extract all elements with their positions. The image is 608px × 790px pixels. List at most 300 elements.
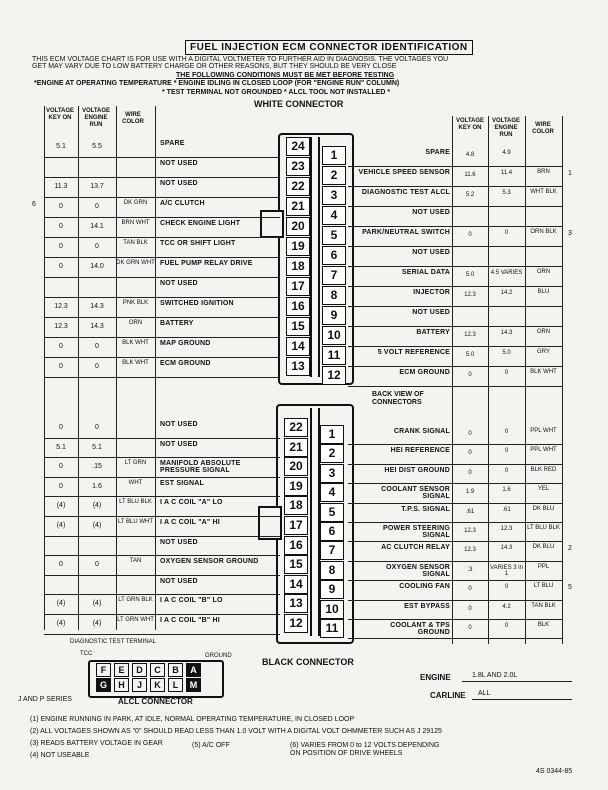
- voltage-engine-run: .15: [92, 463, 102, 471]
- voltage-key-on: 12.3: [464, 547, 476, 554]
- voltage-key-on: 0: [59, 343, 63, 350]
- aldl-diag-label: DIAGNOSTIC TEST TERMINAL: [70, 639, 157, 645]
- circuit-label: COOLING FAN: [399, 583, 450, 591]
- circuit-label: NOT USED: [160, 538, 198, 546]
- circuit-label: T.P.S. SIGNAL: [401, 505, 450, 513]
- voltage-engine-run: (4): [92, 620, 102, 627]
- circuit-label: I A C COIL "B" HI: [160, 617, 220, 624]
- voltage-engine-run: 0: [95, 343, 99, 350]
- connector-divider: [310, 137, 320, 377]
- aldl-terminal: M: [186, 678, 201, 692]
- connector-divider: [310, 408, 320, 636]
- left-header-wire-color: WIRE COLOR: [122, 112, 144, 125]
- note-2: (2) ALL VOLTAGES SHOWN AS "0" SHOULD READ LESS THAN 1.0 VOLT WITH A DIGITAL VOLT OHMMETER SUCH AS J 29125: [30, 728, 442, 735]
- note-6: (6) VARIES FROM 0 to 12 VOLTS DEPENDING ON POSITION OF DRIVE WHEELS: [290, 742, 440, 757]
- circuit-label: POWER STEERING SIGNAL: [383, 525, 450, 539]
- circuit-label: TCC OR SHIFT LIGHT: [160, 240, 236, 247]
- document-number: 4S 0344-85: [536, 768, 573, 775]
- row-divider: [44, 496, 280, 497]
- row-divider: [348, 619, 562, 620]
- voltage-key-on: 0: [59, 482, 63, 490]
- voltage-key-on: 5.0: [465, 272, 475, 278]
- wire-color: PNK BLK: [122, 300, 149, 306]
- circuit-label: INJECTOR: [413, 289, 450, 296]
- voltage-key-on: (4): [56, 522, 66, 529]
- pin-number: 18: [284, 496, 308, 515]
- pin-number: 13: [286, 357, 310, 376]
- circuit-label: I A C COIL "B" LO: [160, 597, 223, 605]
- pin-number: 17: [284, 516, 308, 535]
- circuit-label: AC CLUTCH RELAY: [381, 544, 450, 552]
- pin-number: 2: [320, 444, 344, 463]
- pin-number: 21: [284, 438, 308, 457]
- intro-line-5: * TEST TERMINAL NOT GROUNDED * ALCL TOOL NOT INSTALLED *: [162, 89, 391, 96]
- voltage-engine-run: 0: [504, 623, 509, 629]
- wire-color: BLK WHT: [122, 340, 149, 346]
- circuit-label: NOT USED: [160, 440, 198, 448]
- pin-number: 16: [284, 536, 308, 555]
- circuit-label: NOT USED: [412, 249, 450, 256]
- row-divider: [348, 464, 562, 465]
- circuit-label: 5 VOLT REFERENCE: [377, 349, 450, 356]
- voltage-key-on: 5.2: [465, 192, 475, 198]
- voltage-engine-run: 14.2: [500, 290, 513, 296]
- voltage-engine-run: 14.3: [500, 330, 513, 336]
- wire-color: ORN: [128, 320, 143, 326]
- pin-number: 6: [320, 522, 344, 541]
- pin-number: 17: [286, 277, 310, 296]
- pin-number: 4: [320, 483, 344, 502]
- wire-color: TAN BLK: [531, 602, 556, 609]
- voltage-key-on: .61: [465, 508, 475, 515]
- page-title: FUEL INJECTION ECM CONNECTOR IDENTIFICATION: [185, 40, 473, 55]
- wire-color: BLK WHT: [530, 369, 557, 375]
- wire-color: LT BLU BLK: [527, 525, 560, 531]
- pin-number: 7: [320, 541, 344, 560]
- voltage-engine-run: 0: [504, 230, 509, 236]
- voltage-key-on: 12.3: [54, 323, 68, 330]
- row-divider: [44, 438, 280, 439]
- wire-color: LT BLU BLK: [119, 499, 152, 506]
- voltage-engine-run: 14.0: [90, 263, 104, 270]
- circuit-label: SERIAL DATA: [401, 269, 450, 276]
- row-divider: [44, 177, 280, 178]
- wire-color: PPL: [537, 563, 550, 570]
- voltage-engine-run: 5.0: [502, 350, 511, 356]
- aldl-terminal: E: [114, 663, 129, 677]
- voltage-engine-run: 0: [95, 561, 99, 569]
- wire-color: LT BLU WHT: [117, 519, 154, 525]
- row-divider: [44, 575, 280, 576]
- circuit-label: A/C CLUTCH: [160, 200, 205, 207]
- grid-line: [155, 106, 156, 630]
- pin-number: 7: [322, 266, 346, 285]
- row-divider: [348, 483, 562, 484]
- voltage-key-on: (4): [56, 502, 66, 510]
- voltage-key-on: 4.8: [465, 152, 475, 158]
- circuit-label: ECM GROUND: [160, 360, 211, 367]
- voltage-engine-run: 5.1: [92, 443, 102, 451]
- voltage-engine-run: 4.5 VARIES: [490, 270, 523, 276]
- pin-number: 18: [286, 257, 310, 276]
- voltage-key-on: 0: [59, 363, 63, 370]
- circuit-label: SWITCHED IGNITION: [160, 300, 234, 307]
- pin-number: 11: [320, 619, 344, 638]
- voltage-engine-run: 0: [504, 584, 509, 591]
- pin-number: 12: [322, 366, 346, 385]
- voltage-key-on: 0: [59, 561, 63, 569]
- row-divider: [44, 337, 280, 338]
- note-3: (3) READS BATTERY VOLTAGE IN GEAR: [30, 740, 163, 747]
- aldl-terminal: L: [168, 678, 183, 692]
- circuit-label: VEHICLE SPEED SENSOR: [358, 169, 450, 176]
- row-divider: [348, 561, 562, 562]
- footnote-marker: 2: [568, 545, 572, 553]
- row-divider: [348, 186, 562, 187]
- voltage-engine-run: 14.1: [90, 223, 104, 230]
- footnote-marker: 1: [568, 170, 572, 177]
- row-divider: [44, 217, 280, 218]
- pin-number: 12: [284, 614, 308, 633]
- voltage-key-on: 5.1: [56, 443, 66, 451]
- circuit-label: BATTERY: [160, 320, 194, 327]
- row-divider: [348, 166, 562, 167]
- pin-number: 15: [286, 317, 310, 336]
- pin-number: 22: [286, 177, 310, 196]
- aldl-connector-label: ALCL CONNECTOR: [118, 697, 193, 706]
- footnote-marker: 5: [568, 584, 572, 592]
- wire-color: WHT: [128, 479, 143, 486]
- circuit-label: NOT USED: [412, 209, 450, 216]
- circuit-label: NOT USED: [160, 577, 198, 585]
- voltage-key-on: 0: [59, 463, 63, 471]
- row-divider: [348, 600, 562, 601]
- pin-number: 9: [320, 580, 344, 599]
- voltage-engine-run: 0: [95, 203, 99, 210]
- carline-value: ALL: [478, 690, 491, 697]
- wire-color: ORN BLK: [530, 229, 557, 235]
- row-divider: [348, 580, 562, 581]
- voltage-key-on: 0: [59, 243, 63, 250]
- grid-line: [116, 106, 117, 630]
- wire-color: DK GRN: [123, 200, 148, 206]
- back-view-label: BACK VIEW OF CONNECTORS: [372, 391, 424, 406]
- circuit-label: EST SIGNAL: [160, 479, 205, 487]
- aldl-series-label: J AND P SERIES: [18, 696, 72, 703]
- aldl-terminal: D: [132, 663, 147, 677]
- row-divider: [348, 503, 562, 504]
- circuit-label: HEI DIST GROUND: [384, 466, 450, 474]
- voltage-engine-run: 5.5: [92, 143, 102, 150]
- carline-underline: [472, 699, 572, 700]
- wire-color: DK BLU: [532, 505, 555, 512]
- circuit-label: COOLANT & TPS GROUND: [390, 622, 450, 636]
- wire-color: ORN: [536, 269, 551, 275]
- pin-number: 20: [286, 217, 310, 236]
- pin-number: 15: [284, 555, 308, 574]
- wire-color: BLK RED: [530, 466, 557, 473]
- footnote-marker: 3: [568, 230, 572, 237]
- row-divider: [348, 522, 562, 523]
- circuit-label: NOT USED: [160, 280, 198, 287]
- voltage-key-on: 12.3: [464, 292, 476, 298]
- engine-underline: [462, 681, 572, 682]
- aldl-terminal: F: [96, 663, 111, 677]
- pin-number: 11: [322, 346, 346, 365]
- row-divider: [348, 366, 562, 367]
- row-divider: [348, 246, 562, 247]
- voltage-key-on: 12.3: [464, 332, 476, 338]
- wire-color: BLU: [537, 289, 550, 295]
- row-divider: [44, 477, 280, 478]
- row-divider: [348, 638, 562, 639]
- row-divider: [44, 516, 280, 517]
- voltage-key-on: 0: [468, 605, 472, 612]
- wire-color: WHT BLK: [530, 189, 557, 195]
- circuit-label: I A C COIL "A" HI: [160, 519, 220, 526]
- circuit-label: OXYGEN SENSOR SIGNAL: [385, 563, 450, 578]
- voltage-engine-run: 5.3: [502, 190, 511, 196]
- pin-number: 19: [284, 477, 308, 496]
- pin-number: 19: [286, 237, 310, 256]
- pin-number: 14: [286, 337, 310, 356]
- voltage-engine-run: 0: [95, 424, 99, 431]
- voltage-key-on: 1.9: [465, 489, 475, 496]
- voltage-key-on: 0: [468, 469, 472, 476]
- voltage-key-on: 11.6: [464, 172, 476, 178]
- voltage-engine-run: 14.3: [90, 303, 104, 310]
- row-divider: [44, 277, 280, 278]
- voltage-key-on: 0: [468, 372, 472, 378]
- circuit-label: ECM GROUND: [399, 369, 450, 376]
- intro-line-2: GET MAY VARY DUE TO LOW BATTERY CHARGE OR OTHER REASONS, BUT THEY SHOULD BE VERY CLOSE: [32, 63, 397, 70]
- intro-line-3: THE FOLLOWING CONDITIONS MUST BE MET BEFORE TESTING: [176, 72, 395, 79]
- row-divider: [44, 317, 280, 318]
- row-divider: [348, 266, 562, 267]
- pin-number: 3: [322, 186, 346, 205]
- voltage-key-on: 0: [468, 450, 472, 457]
- wire-color: GRY: [537, 349, 550, 355]
- wire-color: PPL WHT: [530, 447, 557, 454]
- aldl-ground-label: GROUND: [205, 653, 232, 659]
- row-divider: [44, 157, 280, 158]
- row-divider: [348, 306, 562, 307]
- voltage-engine-run: .61: [502, 506, 511, 513]
- voltage-engine-run: (4): [92, 600, 102, 608]
- voltage-engine-run: 4.9: [502, 150, 511, 156]
- voltage-key-on: 0: [468, 586, 472, 593]
- circuit-label: BATTERY: [416, 329, 450, 336]
- row-divider: [44, 297, 280, 298]
- circuit-label: NOT USED: [160, 160, 198, 167]
- right-header-key-on: VOLTAGE KEY ON: [455, 118, 485, 131]
- voltage-key-on: .3: [467, 566, 473, 573]
- voltage-engine-run: 4.2: [502, 603, 511, 610]
- circuit-label: MANIFOLD ABSOLUTE PRESSURE SIGNAL: [160, 460, 241, 475]
- row-divider: [44, 357, 280, 358]
- voltage-key-on: 0: [59, 263, 63, 270]
- voltage-engine-run: 0: [95, 363, 99, 370]
- circuit-label: SPARE: [425, 149, 450, 156]
- row-divider: [348, 206, 562, 207]
- wire-color: BLK: [537, 622, 550, 628]
- pin-number: 21: [286, 197, 310, 216]
- wire-color: BRN: [537, 169, 550, 175]
- voltage-key-on: 0: [59, 424, 63, 431]
- voltage-engine-run: VARIES 3 in 1: [490, 564, 523, 577]
- row-divider: [44, 614, 280, 615]
- pin-number: 5: [320, 503, 344, 522]
- voltage-key-on: 0: [59, 203, 63, 210]
- pin-number: 10: [320, 600, 344, 619]
- voltage-engine-run: 14.3: [500, 545, 513, 552]
- circuit-label: NOT USED: [160, 421, 198, 428]
- pin-number: 10: [322, 326, 346, 345]
- aldl-terminal: B: [168, 663, 183, 677]
- pin-number: 4: [322, 206, 346, 225]
- voltage-engine-run: 0: [504, 370, 509, 376]
- voltage-engine-run: 0: [95, 243, 99, 250]
- voltage-key-on: 12.3: [464, 528, 476, 534]
- aldl-terminal: K: [150, 678, 165, 692]
- row-divider: [348, 541, 562, 542]
- wire-color: DK GRN WHT: [116, 260, 155, 266]
- circuit-label: DIAGNOSTIC TEST ALCL: [361, 189, 450, 196]
- wire-color: ORN: [536, 329, 551, 335]
- right-header-wire-color: WIRE COLOR: [532, 122, 554, 135]
- left-header-key-on: VOLTAGE KEY ON: [45, 108, 75, 121]
- pin-number: 8: [320, 561, 344, 580]
- circuit-label: NOT USED: [412, 309, 450, 316]
- voltage-engine-run: 0: [504, 448, 509, 455]
- pin-number: 16: [286, 297, 310, 316]
- voltage-engine-run: 1.6: [502, 487, 511, 494]
- white-connector-label: WHITE CONNECTOR: [254, 99, 344, 109]
- intro-line-1: THIS ECM VOLTAGE CHART IS FOR USE WITH A DIGITAL VOLTMETER TO FURTHER AID IN DIAGNOSIS. THE VOLTAGES YOU: [32, 56, 449, 63]
- note-4: (4) NOT USEABLE: [30, 752, 90, 759]
- voltage-engine-run: 1.6: [92, 482, 102, 490]
- wire-color: LT GRN WHT: [117, 617, 154, 623]
- voltage-engine-run: 0: [504, 429, 509, 435]
- circuit-label: CHECK ENGINE LIGHT: [160, 220, 241, 227]
- row-divider: [44, 457, 280, 458]
- row-divider: [44, 634, 280, 635]
- wire-color: LT GRN BLK: [118, 597, 153, 604]
- left-header-engine-run: VOLTAGE ENGINE RUN: [81, 108, 111, 128]
- wire-color: BLK WHT: [122, 360, 149, 366]
- circuit-label: CRANK SIGNAL: [393, 428, 450, 435]
- pin-number: 20: [284, 457, 308, 476]
- pin-number: 14: [284, 575, 308, 594]
- wire-color: YEL: [537, 486, 550, 493]
- pin-number: 22: [284, 418, 308, 437]
- row-divider: [348, 286, 562, 287]
- pin-number: 3: [320, 464, 344, 483]
- black-connector-label: BLACK CONNECTOR: [262, 657, 354, 667]
- row-divider: [348, 346, 562, 347]
- pin-number: 5: [322, 226, 346, 245]
- pin-number: 2: [322, 166, 346, 185]
- row-divider: [348, 386, 562, 387]
- wire-color: PPL WHT: [530, 428, 557, 434]
- voltage-key-on: 0: [468, 232, 472, 238]
- aldl-tcc-label: TCC: [80, 651, 93, 657]
- circuit-label: HEI REFERENCE: [390, 447, 450, 455]
- row-divider: [44, 257, 280, 258]
- row-divider: [44, 536, 280, 537]
- pin-number: 8: [322, 286, 346, 305]
- intro-line-4: *ENGINE AT OPERATING TEMPERATURE * ENGINE IDLING IN CLOSED LOOP (FOR "ENGINE RUN" COLUMN): [34, 80, 400, 87]
- voltage-key-on: 12.3: [54, 303, 68, 310]
- row-divider: [44, 555, 280, 556]
- circuit-label: EST BYPASS: [404, 602, 450, 610]
- row-divider: [348, 444, 562, 445]
- aldl-terminal: C: [150, 663, 165, 677]
- voltage-engine-run: (4): [92, 522, 102, 529]
- voltage-key-on: 0: [468, 431, 472, 437]
- carline-label: CARLINE: [430, 691, 466, 700]
- engine-value: 1.8L AND 2.0L: [472, 672, 518, 679]
- row-divider: [348, 326, 562, 327]
- pin-number: 23: [286, 157, 310, 176]
- pin-number: 1: [322, 146, 346, 165]
- row-divider: [44, 377, 280, 378]
- circuit-label: OXYGEN SENSOR GROUND: [160, 558, 259, 566]
- pin-number: 1: [320, 425, 344, 444]
- wire-color: BRN WHT: [121, 220, 150, 226]
- circuit-label: COOLANT SENSOR SIGNAL: [381, 486, 450, 501]
- voltage-engine-run: 0: [504, 467, 509, 474]
- wire-color: DK BLU: [532, 544, 555, 551]
- voltage-engine-run: 11.4: [500, 170, 513, 176]
- row-divider: [44, 237, 280, 238]
- voltage-engine-run: (4): [92, 502, 102, 510]
- note-1: (1) ENGINE RUNNING IN PARK, AT IDLE, NORMAL OPERATING TEMPERATURE, IN CLOSED LOOP: [30, 716, 355, 723]
- engine-label: ENGINE: [420, 673, 451, 682]
- row-divider: [44, 197, 280, 198]
- row-divider: [348, 226, 562, 227]
- voltage-key-on: (4): [56, 620, 66, 627]
- aldl-terminal: H: [114, 678, 129, 692]
- voltage-engine-run: 14.3: [90, 323, 104, 330]
- wire-color: LT BLU: [533, 583, 554, 590]
- aldl-terminal: G: [96, 678, 111, 692]
- pin-number: 9: [322, 306, 346, 325]
- pin-number: 6: [322, 246, 346, 265]
- circuit-label: NOT USED: [160, 180, 198, 187]
- voltage-engine-run: 12.3: [500, 526, 513, 532]
- grid-line: [562, 116, 563, 644]
- wire-color: LT GRN: [124, 460, 147, 467]
- voltage-key-on: 5.0: [465, 352, 475, 358]
- voltage-key-on: 0: [468, 625, 472, 631]
- voltage-key-on: 11.3: [54, 183, 68, 190]
- circuit-label: FUEL PUMP RELAY DRIVE: [160, 260, 253, 267]
- row-divider: [44, 594, 280, 595]
- note-5: (5) A/C OFF: [192, 742, 230, 749]
- circuit-label: MAP GROUND: [160, 340, 211, 347]
- voltage-key-on: (4): [56, 600, 66, 608]
- aldl-terminal: A: [186, 663, 201, 677]
- wire-color: TAN: [129, 558, 142, 565]
- footnote-marker: 6: [32, 201, 36, 208]
- pin-number: 13: [284, 594, 308, 613]
- circuit-label: PARK/NEUTRAL SWITCH: [362, 229, 450, 236]
- circuit-label: SPARE: [160, 140, 185, 147]
- right-header-engine-run: VOLTAGE ENGINE RUN: [491, 118, 521, 138]
- voltage-key-on: 5.1: [56, 143, 66, 150]
- aldl-terminal: J: [132, 678, 147, 692]
